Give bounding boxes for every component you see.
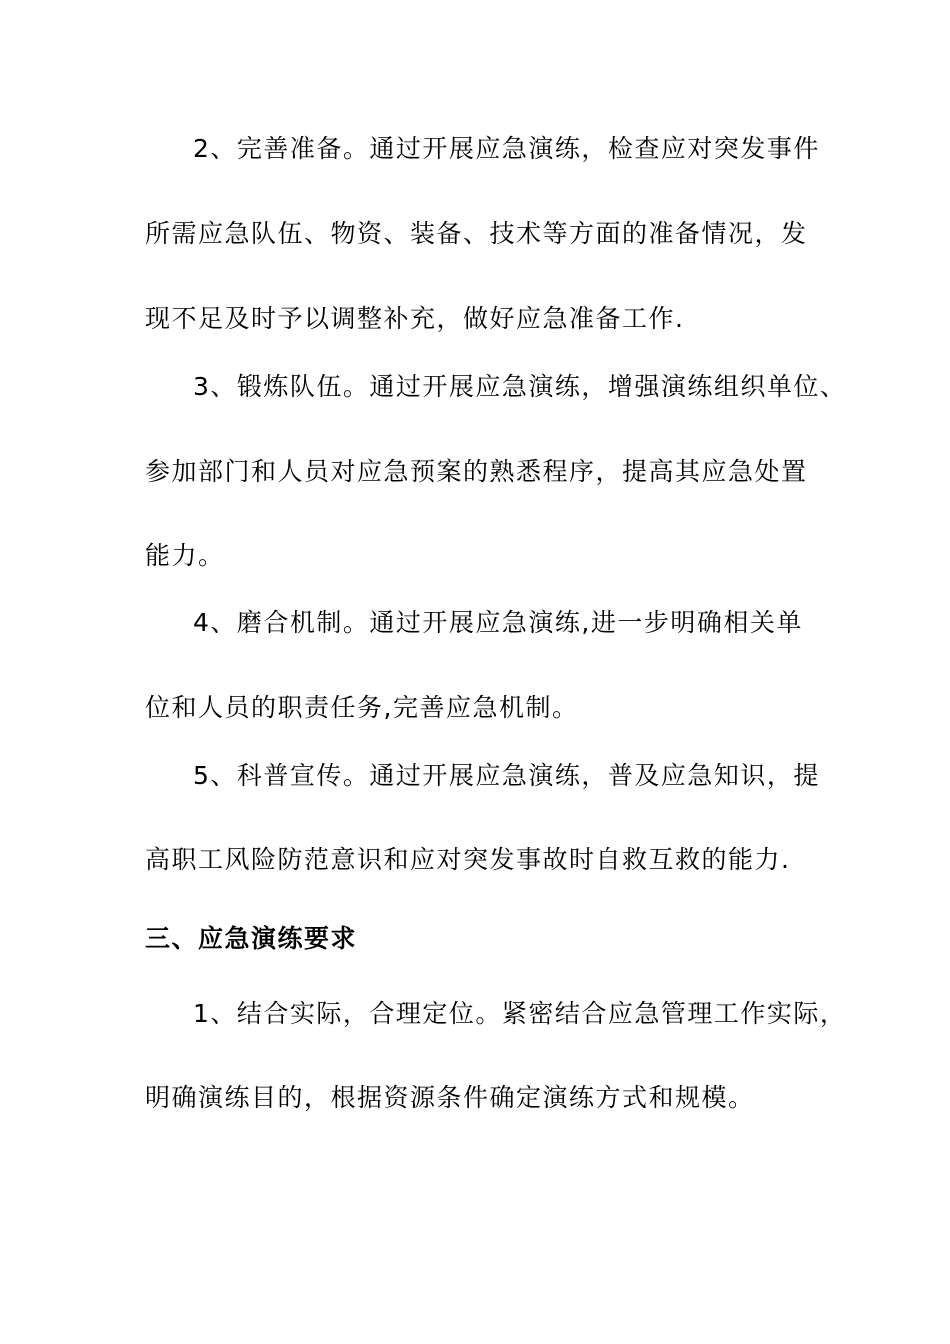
- paragraph-line: 能力。: [145, 541, 225, 570]
- paragraph-line: 高职工风险防范意识和应对突发事故时自救互救的能力.: [145, 845, 791, 874]
- paragraph-line: 2、完善准备。通过开展应急演练，检查应对突发事件: [193, 134, 820, 163]
- section-heading: 三、应急演练要求: [145, 924, 358, 953]
- paragraph-line: 4、磨合机制。通过开展应急演练,进一步明确相关单: [193, 608, 803, 637]
- paragraph-line: 3、锻炼队伍。通过开展应急演练，增强演练组织单位、: [193, 372, 847, 401]
- paragraph-line: 位和人员的职责任务,完善应急机制。: [145, 693, 579, 722]
- paragraph-line: 参加部门和人员对应急预案的熟悉程序，提高其应急处置: [145, 457, 808, 486]
- paragraph-line: 1、结合实际，合理定位。紧密结合应急管理工作实际，: [193, 999, 847, 1028]
- paragraph-line: 所需应急队伍、物资、装备、技术等方面的准备情况，发: [145, 219, 808, 248]
- paragraph-line: 明确演练目的，根据资源条件确定演练方式和规模。: [145, 1083, 755, 1112]
- paragraph-line: 5、科普宣传。通过开展应急演练，普及应急知识，提: [193, 761, 820, 790]
- paragraph-line: 现不足及时予以调整补充，做好应急准备工作.: [145, 304, 685, 333]
